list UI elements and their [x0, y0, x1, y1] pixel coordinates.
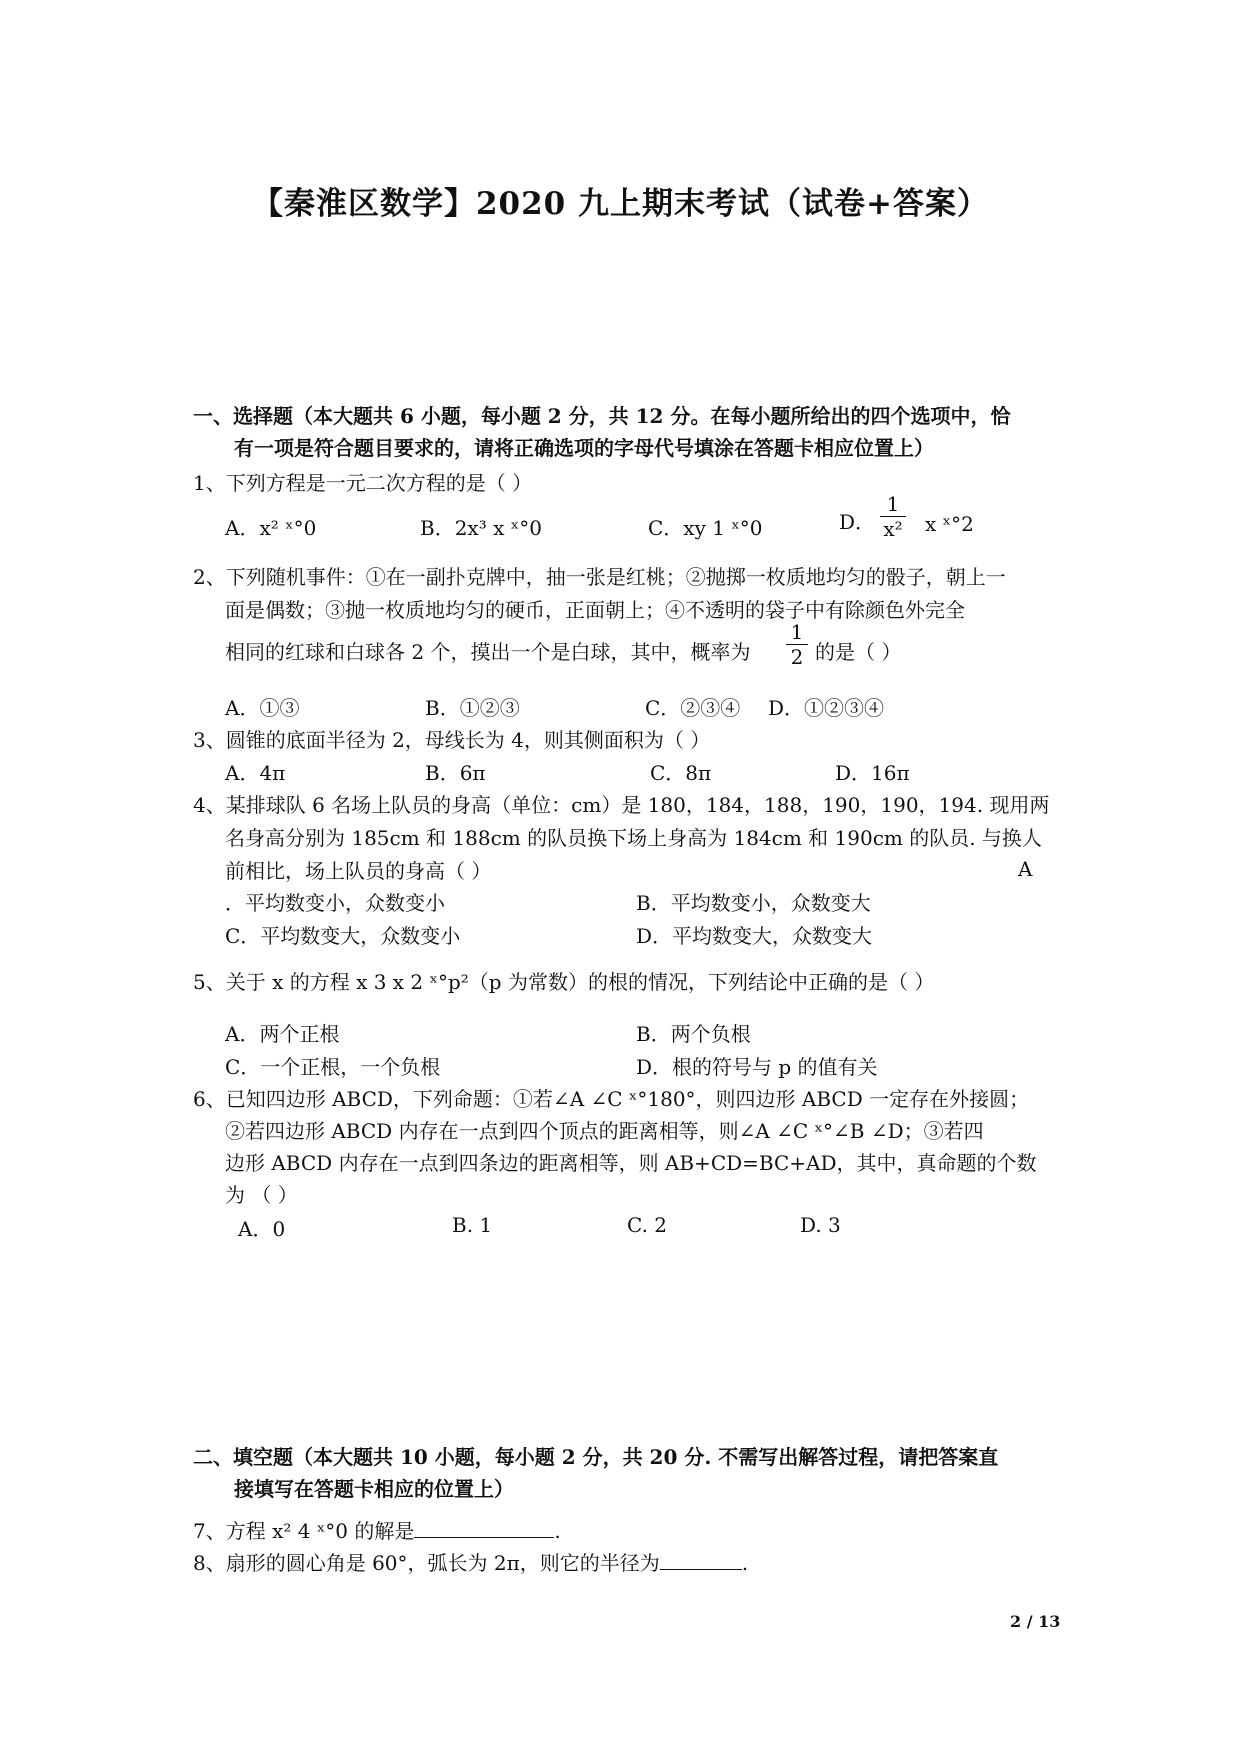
question-5-option-b: B．两个负根: [636, 1022, 751, 1046]
question-4-line-1: 4、某排球队 6 名场上队员的身高（单位：cm）是 180，184，188，190，190，194. 现用两: [193, 793, 1050, 817]
question-6-line-3: 边形 ABCD 内存在一点到四条边的距离相等，则 AB+CD=BC+AD，其中，真命题的个数: [225, 1151, 1037, 1175]
question-8-answer-blank[interactable]: [660, 1549, 742, 1570]
question-1-option-d-fraction: [880, 492, 906, 541]
question-4-option-d: D．平均数变大，众数变大: [636, 924, 873, 948]
question-8-line: [193, 1547, 748, 1576]
question-4-option-a-letter: A: [1018, 857, 1033, 881]
question-1-option-b: B．2x³ x ˣ°0: [420, 516, 542, 540]
question-6-option-a: A．0: [238, 1217, 286, 1241]
question-4-option-b: B．平均数变小，众数变大: [636, 891, 871, 915]
question-1-option-c: C．xy 1 ˣ°0: [648, 516, 763, 540]
question-3-stem: 3、圆锥的底面半径为 2，母线长为 4，则其侧面积为（ ）: [193, 728, 711, 752]
question-2-fraction-denominator: 2: [786, 644, 808, 669]
question-3-option-a: A．4π: [225, 761, 286, 785]
question-6-option-d: D. 3: [800, 1213, 841, 1237]
question-2-option-a: A．①③: [225, 696, 300, 720]
document-title: 【秦淮区数学】2020 九上期末考试（试卷+答案）: [251, 186, 990, 222]
question-6-line-2: ②若四边形 ABCD 内存在一点到四个顶点的距离相等，则∠A ∠C ˣ°∠B ∠D；③若四: [225, 1119, 984, 1143]
question-6-option-c: C. 2: [627, 1213, 668, 1237]
section-1-header-line-2: 有一项是符合题目要求的，请将正确选项的字母代号填涂在答题卡相应位置上）: [234, 436, 934, 460]
question-5-option-a: A．两个正根: [225, 1022, 340, 1046]
question-2-line-3a: 相同的红球和白球各 2 个，摸出一个是白球，其中，概率为: [225, 640, 751, 664]
question-2-option-b: B．①②③: [425, 696, 520, 720]
question-3-option-d: D．16π: [835, 761, 910, 785]
question-2-fraction-numerator: 1: [790, 620, 804, 644]
question-4-line-3: 前相比，场上队员的身高（ ）: [225, 859, 492, 883]
question-5-option-d: D．根的符号与 p 的值有关: [636, 1055, 878, 1079]
question-1-option-d-denominator: x²: [880, 516, 906, 541]
question-2-option-c: C．②③④: [645, 696, 741, 720]
question-2-option-d: D．①②③④: [768, 696, 885, 720]
question-6-option-b: B. 1: [452, 1213, 493, 1237]
question-4-line-2: 名身高分别为 185cm 和 188cm 的队员换下场上身高为 184cm 和 190cm 的队员. 与换人: [225, 826, 1042, 850]
page-number: 2 / 13: [1010, 1612, 1061, 1631]
question-6-line-4: 为 （ ）: [225, 1183, 298, 1207]
question-2-line-2: 面是偶数；③抛一枚质地均匀的硬币，正面朝上；④不透明的袋子中有除颜色外完全: [225, 598, 965, 622]
question-7-period: .: [554, 1519, 561, 1543]
question-2-line-3b: 的是（ ）: [815, 640, 902, 664]
question-8-text: 8、扇形的圆心角是 60°，弧长为 2π，则它的半径为: [193, 1551, 660, 1575]
question-4-option-a: ．平均数变小，众数变小: [225, 891, 445, 915]
question-2-line-1: 2、下列随机事件：①在一副扑克牌中，抽一张是红桃；②抛掷一枚质地均匀的骰子，朝上一: [193, 565, 1006, 589]
question-1-option-d-numerator: 1: [886, 492, 900, 516]
question-7-text: 7、方程 x² 4 ˣ°0 的解是: [193, 1519, 415, 1543]
section-2-header-line-2: 接填写在答题卡相应的位置上）: [234, 1477, 514, 1501]
question-1-option-d-label: D．: [839, 510, 876, 534]
question-1-stem: 1、下列方程是一元二次方程的是（ ）: [193, 471, 533, 495]
question-8-period: .: [741, 1551, 749, 1575]
question-7-line: [193, 1515, 561, 1544]
question-4-option-c: C．平均数变大，众数变小: [225, 924, 461, 948]
question-7-answer-blank[interactable]: [414, 1517, 554, 1538]
section-1-header-line-1: 一、选择题（本大题共 6 小题，每小题 2 分，共 12 分。在每小题所给出的四个选项中，恰: [193, 404, 1011, 428]
question-6-line-1: 6、已知四边形 ABCD，下列命题：①若∠A ∠C ˣ°180°，则四边形 ABCD 一定存在外接圆；: [193, 1087, 1030, 1111]
question-3-option-b: B．6π: [425, 761, 486, 785]
question-2-probability-fraction: [786, 620, 808, 669]
section-2-header-line-1: 二、填空题（本大题共 10 小题，每小题 2 分，共 20 分. 不需写出解答过程，请把答案直: [193, 1445, 999, 1469]
question-1-option-a: A．x² ˣ°0: [225, 516, 317, 540]
question-5-stem: 5、关于 x 的方程 x 3 x 2 ˣ°p²（p 为常数）的根的情况，下列结论中正确的是（ ）: [193, 970, 935, 994]
question-5-option-c: C．一个正根，一个负根: [225, 1055, 441, 1079]
question-1-option-d-rest: x ˣ°2: [925, 512, 974, 536]
question-3-option-c: C．8π: [650, 761, 712, 785]
